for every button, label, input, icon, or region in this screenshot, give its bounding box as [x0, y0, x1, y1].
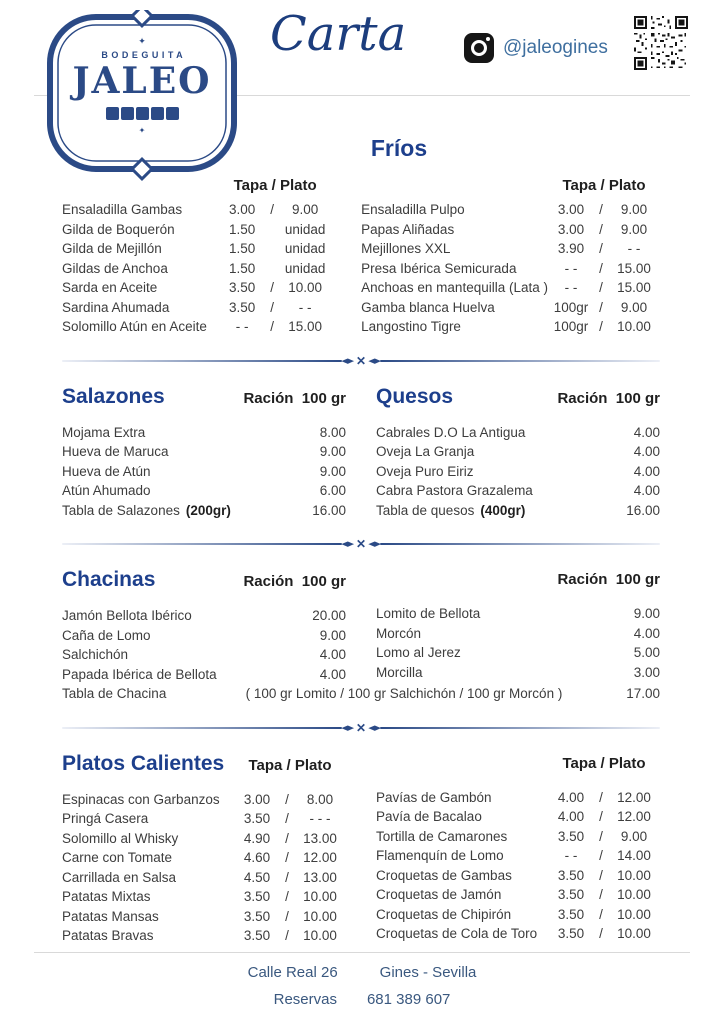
- instagram-icon: [464, 33, 494, 63]
- item-name: Gilda de Boquerón: [62, 221, 175, 237]
- item-name: Ensaladilla Gambas: [62, 202, 183, 217]
- item-price-tapa: 3.50: [557, 926, 585, 941]
- item-price-plato: - - -: [309, 811, 331, 826]
- item-name: Solomillo Atún en Aceite: [62, 319, 207, 334]
- item-name: Pringá Casera: [62, 811, 149, 826]
- item-note: (200gr): [185, 502, 231, 518]
- logo-bodeguita: BODEGUITA: [101, 50, 187, 60]
- item-price-tapa: - -: [564, 280, 578, 295]
- item-price-separator: /: [599, 789, 603, 805]
- item-price-plato: 13.00: [303, 869, 337, 885]
- item-price-tapa: - -: [564, 260, 578, 276]
- item-note: ( 100 gr Lomito / 100 gr Salchichón / 100 gr Morcón ): [245, 686, 563, 701]
- item-price-separator: /: [599, 299, 603, 315]
- item-price-plato: unidad: [284, 241, 326, 256]
- item-price-plato: 12.00: [303, 850, 337, 865]
- restaurant-logo: [45, 10, 239, 182]
- item-price: 8.00: [319, 424, 346, 440]
- menu-item: [62, 645, 346, 665]
- item-price-tapa: 100gr: [553, 319, 589, 334]
- menu-item: [376, 442, 660, 462]
- menu-item: [62, 829, 346, 849]
- frios-right-column: [361, 176, 660, 337]
- menu-item: [62, 790, 346, 810]
- item-name: Croquetas de Jamón: [376, 887, 502, 902]
- item-price-tapa: 3.50: [557, 828, 585, 844]
- menu-item: [62, 848, 346, 868]
- menu-item: [62, 481, 346, 501]
- item-name: Oveja Puro Eiriz: [376, 463, 474, 479]
- menu-item: [62, 442, 346, 462]
- item-price-plato: 12.00: [617, 809, 651, 824]
- chacinas-right-header-row: [376, 566, 660, 594]
- menu-body: [0, 96, 724, 946]
- item-name: Gilda de Mejillón: [62, 241, 162, 256]
- menu-item: [376, 827, 660, 847]
- menu-item: [376, 885, 660, 905]
- item-price-separator: /: [599, 241, 603, 256]
- item-name: Espinacas con Garbanzos: [62, 791, 220, 807]
- item-name: Sardina Ahumada: [62, 299, 170, 315]
- footer-city: Gines - Sevilla: [379, 964, 477, 981]
- item-name: Presa Ibérica Semicurada: [361, 260, 517, 276]
- divider-line: [62, 727, 342, 729]
- divider-x-icon: ✕: [355, 537, 367, 551]
- menu-item: [62, 317, 331, 337]
- item-price-tapa: 4.50: [243, 869, 271, 885]
- item-price-separator: /: [270, 299, 274, 315]
- menu-item: [62, 606, 346, 626]
- item-price-tapa: 4.60: [243, 850, 271, 865]
- item-price-separator: /: [599, 828, 603, 844]
- item-price-plato: 10.00: [303, 908, 337, 924]
- item-price-tapa: 1.50: [228, 221, 256, 237]
- salazones-header-row: [62, 383, 346, 413]
- divider-diamond-icon: ◆: [368, 541, 382, 548]
- item-name: Hueva de Maruca: [62, 444, 169, 459]
- divider-x-icon: ✕: [355, 353, 367, 368]
- item-name: Hueva de Atún: [62, 463, 151, 479]
- racion-header: Ración 100 gr: [557, 389, 660, 407]
- item-price-separator: /: [599, 809, 603, 824]
- menu-item: [376, 604, 660, 624]
- tapa-plato-header: Tapa / Plato: [233, 177, 317, 194]
- logo-gines-letter: [106, 107, 119, 120]
- item-price-separator: /: [599, 260, 603, 276]
- item-name: Flamenquín de Lomo: [376, 848, 504, 863]
- item-name: Tabla de quesos (400gr): [376, 502, 526, 518]
- section-salazones-quesos: [62, 383, 660, 521]
- item-price-separator: /: [285, 928, 289, 943]
- item-name: Tortilla de Camarones: [376, 828, 508, 844]
- item-price: 4.00: [633, 444, 660, 459]
- logo-gines-letter: [136, 107, 149, 120]
- item-price-separator: [265, 220, 279, 240]
- item-price-plato: 9.00: [291, 202, 319, 217]
- item-price-tapa: 3.50: [557, 867, 585, 883]
- menu-item: [376, 846, 660, 866]
- menu-item: [376, 905, 660, 925]
- item-price: 9.00: [633, 606, 660, 621]
- menu-item: [62, 501, 346, 521]
- divider-diamond-icon: ◆: [368, 357, 382, 365]
- item-price-plato: 12.00: [617, 789, 651, 805]
- tapa-plato-header: Tapa / Plato: [248, 756, 332, 774]
- item-name: Lomo al Jerez: [376, 645, 461, 660]
- item-price-tapa: 3.00: [557, 202, 585, 217]
- footer-reservas-label: Reservas: [273, 991, 337, 1008]
- item-name: Morcón: [376, 625, 422, 641]
- item-price: 17.00: [626, 686, 660, 701]
- item-price-plato: 10.00: [617, 906, 651, 922]
- item-price-tapa: 4.90: [243, 830, 271, 846]
- menu-item: [376, 481, 660, 501]
- frios-left-column: [62, 176, 331, 337]
- item-name: Croquetas de Cola de Toro: [376, 926, 538, 941]
- item-name: Mojama Extra: [62, 424, 146, 440]
- item-price-plato: 9.00: [620, 828, 648, 844]
- item-name: Langostino Tigre: [361, 319, 461, 334]
- item-price: 20.00: [312, 608, 346, 623]
- item-price-plato: 9.00: [620, 202, 648, 217]
- item-price-plato: unidad: [284, 221, 326, 237]
- item-price-plato: 10.00: [617, 319, 651, 334]
- item-price: 9.00: [319, 463, 346, 479]
- item-price-tapa: - -: [564, 848, 578, 863]
- item-price-plato: 9.00: [620, 221, 648, 237]
- item-price-tapa: 3.50: [228, 280, 256, 295]
- calientes-right-column: [376, 750, 660, 946]
- item-price-separator: /: [285, 889, 289, 904]
- logo-gines-letter: [151, 107, 164, 120]
- item-price-plato: 10.00: [617, 867, 651, 883]
- section-divider: [62, 536, 660, 552]
- item-price-tapa: 1.50: [228, 260, 256, 276]
- menu-item: [376, 501, 660, 521]
- menu-item: [62, 665, 346, 685]
- item-price-separator: /: [599, 906, 603, 922]
- section-chacinas: [62, 566, 660, 704]
- menu-item: [361, 259, 660, 279]
- divider-x-icon: ✕: [355, 720, 367, 735]
- menu-item: [376, 624, 660, 644]
- item-price-tapa: 4.00: [557, 809, 585, 824]
- racion-header: Ración 100 gr: [243, 389, 346, 407]
- menu-item: [62, 200, 331, 220]
- item-name: Croquetas de Chipirón: [376, 906, 512, 922]
- item-price-separator: /: [599, 887, 603, 902]
- item-name: Pavías de Gambón: [376, 789, 492, 805]
- item-price: 4.00: [633, 424, 660, 440]
- calientes-title: Platos Calientes: [62, 751, 225, 775]
- item-price-plato: unidad: [284, 260, 326, 276]
- calientes-right-header-row: [376, 750, 660, 778]
- salazones-title: Salazones: [62, 384, 165, 408]
- item-price-plato: - -: [298, 299, 312, 315]
- page-title: Carta: [270, 6, 407, 62]
- item-name: Morcilla: [376, 664, 423, 680]
- item-price: 9.00: [319, 444, 346, 459]
- footer-phone: 681 389 607: [366, 991, 451, 1008]
- menu-item: [62, 423, 346, 443]
- menu-item: [376, 462, 660, 482]
- tapa-plato-header: Tapa / Plato: [562, 177, 646, 194]
- item-price-plato: 10.00: [617, 926, 651, 941]
- logo-bottom-ornament-icon: ✦: [138, 126, 146, 135]
- logo-gines-letter: [166, 107, 179, 120]
- item-price-tapa: 3.50: [243, 889, 271, 904]
- section-platos-calientes: [62, 750, 660, 946]
- item-price-tapa: 100gr: [553, 299, 589, 315]
- divider-line: [380, 543, 660, 545]
- item-name: Pavía de Bacalao: [376, 809, 482, 824]
- item-name: Papas Aliñadas: [361, 221, 455, 237]
- menu-item: [62, 907, 346, 927]
- item-price-plato: 15.00: [288, 319, 323, 334]
- item-price-separator: /: [285, 908, 289, 924]
- quesos-title: Quesos: [376, 384, 454, 408]
- item-price-tapa: 3.90: [557, 241, 585, 256]
- chacinas-left-column: [62, 566, 346, 684]
- item-price-separator: /: [285, 869, 289, 885]
- item-name: Carne con Tomate: [62, 850, 173, 865]
- item-price-separator: /: [270, 319, 274, 334]
- racion-header: Ración 100 gr: [557, 571, 660, 588]
- menu-item: [361, 278, 660, 298]
- menu-item: [361, 239, 660, 259]
- menu-item: [361, 220, 660, 240]
- divider-line: [380, 360, 660, 362]
- item-price-plato: 10.00: [617, 887, 651, 902]
- logo-top-ornament-icon: ✦: [138, 36, 146, 46]
- menu-item: [62, 868, 346, 888]
- item-name: Sarda en Aceite: [62, 280, 158, 295]
- menu-item: [62, 259, 331, 279]
- item-price-plato: 15.00: [617, 280, 651, 295]
- item-price-separator: /: [285, 811, 289, 826]
- menu-item: [376, 866, 660, 886]
- item-price-tapa: - -: [235, 319, 249, 334]
- item-name: Papada Ibérica de Bellota: [62, 666, 217, 682]
- item-price-separator: /: [599, 202, 603, 217]
- menu-item: [62, 626, 346, 646]
- item-price-tapa: 3.50: [243, 908, 271, 924]
- item-price-tapa: 3.00: [557, 221, 585, 237]
- item-name: Tabla de Salazones (200gr): [62, 502, 231, 518]
- instagram-handle[interactable]: @jaleogines: [503, 37, 608, 58]
- item-price-separator: [265, 239, 279, 259]
- menu-item: [62, 887, 346, 907]
- item-price-tapa: 3.50: [243, 811, 271, 826]
- item-price-plato: 10.00: [303, 928, 337, 943]
- menu-item-tabla-chacina: [62, 684, 660, 704]
- quesos-column: [376, 383, 660, 521]
- item-price-separator: /: [270, 202, 274, 217]
- item-price-separator: /: [270, 280, 274, 295]
- item-name: Patatas Mixtas: [62, 889, 151, 904]
- item-price-plato: 9.00: [620, 299, 648, 315]
- item-name: Carrillada en Salsa: [62, 869, 177, 885]
- item-name: Croquetas de Gambas: [376, 867, 512, 883]
- item-price-plato: 15.00: [617, 260, 651, 276]
- item-price: 4.00: [633, 463, 660, 479]
- item-price: 5.00: [633, 645, 660, 660]
- divider-line: [62, 543, 342, 545]
- item-price-tapa: 3.50: [228, 299, 256, 315]
- item-price-separator: /: [285, 830, 289, 846]
- item-price-tapa: 1.50: [228, 241, 256, 256]
- logo-text: [45, 10, 239, 182]
- divider-diamond-icon: ◆: [340, 724, 354, 732]
- chacinas-header-row: [62, 566, 346, 596]
- item-name: Cabrales D.O La Antigua: [376, 424, 526, 440]
- item-name: Ensaladilla Pulpo: [361, 202, 465, 217]
- logo-jaleo: JALEO: [72, 60, 212, 102]
- instagram-row: [464, 33, 608, 63]
- item-price-separator: /: [599, 848, 603, 863]
- section-divider: [62, 720, 660, 736]
- item-name: Salchichón: [62, 647, 129, 662]
- menu-item: [361, 317, 660, 337]
- item-price: 16.00: [312, 502, 346, 518]
- menu-item: [376, 423, 660, 443]
- item-price-plato: - -: [627, 241, 641, 256]
- calientes-left-column: [62, 750, 346, 946]
- item-price-tapa: 3.00: [228, 202, 256, 217]
- item-name: Patatas Bravas: [62, 928, 154, 943]
- item-price-plato: 8.00: [306, 791, 334, 807]
- chacinas-title: Chacinas: [62, 568, 156, 591]
- item-price-separator: /: [599, 319, 603, 334]
- item-name: Oveja La Granja: [376, 444, 475, 459]
- calientes-header-row: [62, 750, 346, 780]
- item-price-separator: /: [599, 926, 603, 941]
- footer: [34, 952, 690, 1024]
- divider-line: [62, 360, 342, 362]
- tapa-plato-header: Tapa / Plato: [562, 754, 646, 772]
- menu-item: [62, 809, 346, 829]
- racion-header: Ración 100 gr: [243, 573, 346, 590]
- item-name: Atún Ahumado: [62, 483, 151, 498]
- item-price-separator: /: [599, 280, 603, 295]
- item-price-plato: 13.00: [303, 830, 337, 846]
- item-price: 16.00: [626, 502, 660, 518]
- item-name: Patatas Mansas: [62, 908, 159, 924]
- frios-title: Fríos: [370, 135, 428, 161]
- divider-diamond-icon: ◆: [340, 541, 354, 548]
- item-price: 4.00: [319, 647, 346, 662]
- item-price-tapa: 3.50: [557, 887, 585, 902]
- logo-gines-letter: [121, 107, 134, 120]
- menu-item: [376, 663, 660, 683]
- item-name: Gildas de Anchoa: [62, 260, 168, 276]
- column-header-row: [361, 176, 660, 196]
- menu-item: [376, 924, 660, 944]
- footer-reservas-line: [34, 991, 690, 1009]
- footer-address: Calle Real 26: [247, 964, 338, 981]
- menu-item: [376, 643, 660, 663]
- menu-item: [62, 462, 346, 482]
- item-price: 6.00: [319, 483, 346, 498]
- divider-line: [380, 727, 660, 729]
- section-divider: [62, 353, 660, 369]
- item-price-plato: 10.00: [303, 889, 337, 904]
- item-price-plato: 14.00: [617, 848, 651, 863]
- item-price: 9.00: [319, 627, 346, 643]
- menu-item: [62, 278, 331, 298]
- item-price: 4.00: [633, 483, 660, 498]
- menu-item: [361, 200, 660, 220]
- item-price-separator: [265, 259, 279, 279]
- menu-item: [62, 298, 331, 318]
- chacinas-right-column: [376, 566, 660, 684]
- item-price-tapa: 4.00: [557, 789, 585, 805]
- menu-item: [62, 239, 331, 259]
- item-name: Caña de Lomo: [62, 627, 151, 643]
- item-price-separator: /: [285, 791, 289, 807]
- item-price-tapa: 3.00: [243, 791, 271, 807]
- salazones-column: [62, 383, 346, 521]
- qr-code: [634, 16, 688, 70]
- quesos-header-row: [376, 383, 660, 413]
- item-price: 3.00: [633, 664, 660, 680]
- item-name: Jamón Bellota Ibérico: [62, 608, 192, 623]
- item-note: (400gr): [480, 502, 526, 518]
- item-name: Mejillones XXL: [361, 241, 451, 256]
- item-price-separator: /: [599, 221, 603, 237]
- item-name: Solomillo al Whisky: [62, 830, 179, 846]
- menu-item: [376, 788, 660, 808]
- divider-diamond-icon: ◆: [368, 724, 382, 732]
- header: [34, 0, 690, 135]
- item-name: Lomito de Bellota: [376, 606, 481, 621]
- item-name: Tabla de Chacina: [62, 686, 167, 701]
- menu-item: [62, 220, 331, 240]
- menu-item: [62, 926, 346, 946]
- menu-item: [376, 807, 660, 827]
- footer-address-line: [34, 964, 690, 982]
- item-price-separator: /: [285, 850, 289, 865]
- item-price-plato: 10.00: [288, 280, 323, 295]
- item-price: 4.00: [319, 666, 346, 682]
- divider-diamond-icon: ◆: [340, 357, 354, 365]
- menu-item: [361, 298, 660, 318]
- item-name: Gamba blanca Huelva: [361, 299, 495, 315]
- item-price-separator: /: [599, 867, 603, 883]
- item-price-tapa: 3.50: [243, 928, 271, 943]
- logo-gines: [105, 107, 180, 120]
- item-name: Anchoas en mantequilla (Lata ): [361, 280, 548, 295]
- item-price-tapa: 3.50: [557, 906, 585, 922]
- item-price: 4.00: [633, 625, 660, 641]
- item-name: Cabra Pastora Grazalema: [376, 483, 533, 498]
